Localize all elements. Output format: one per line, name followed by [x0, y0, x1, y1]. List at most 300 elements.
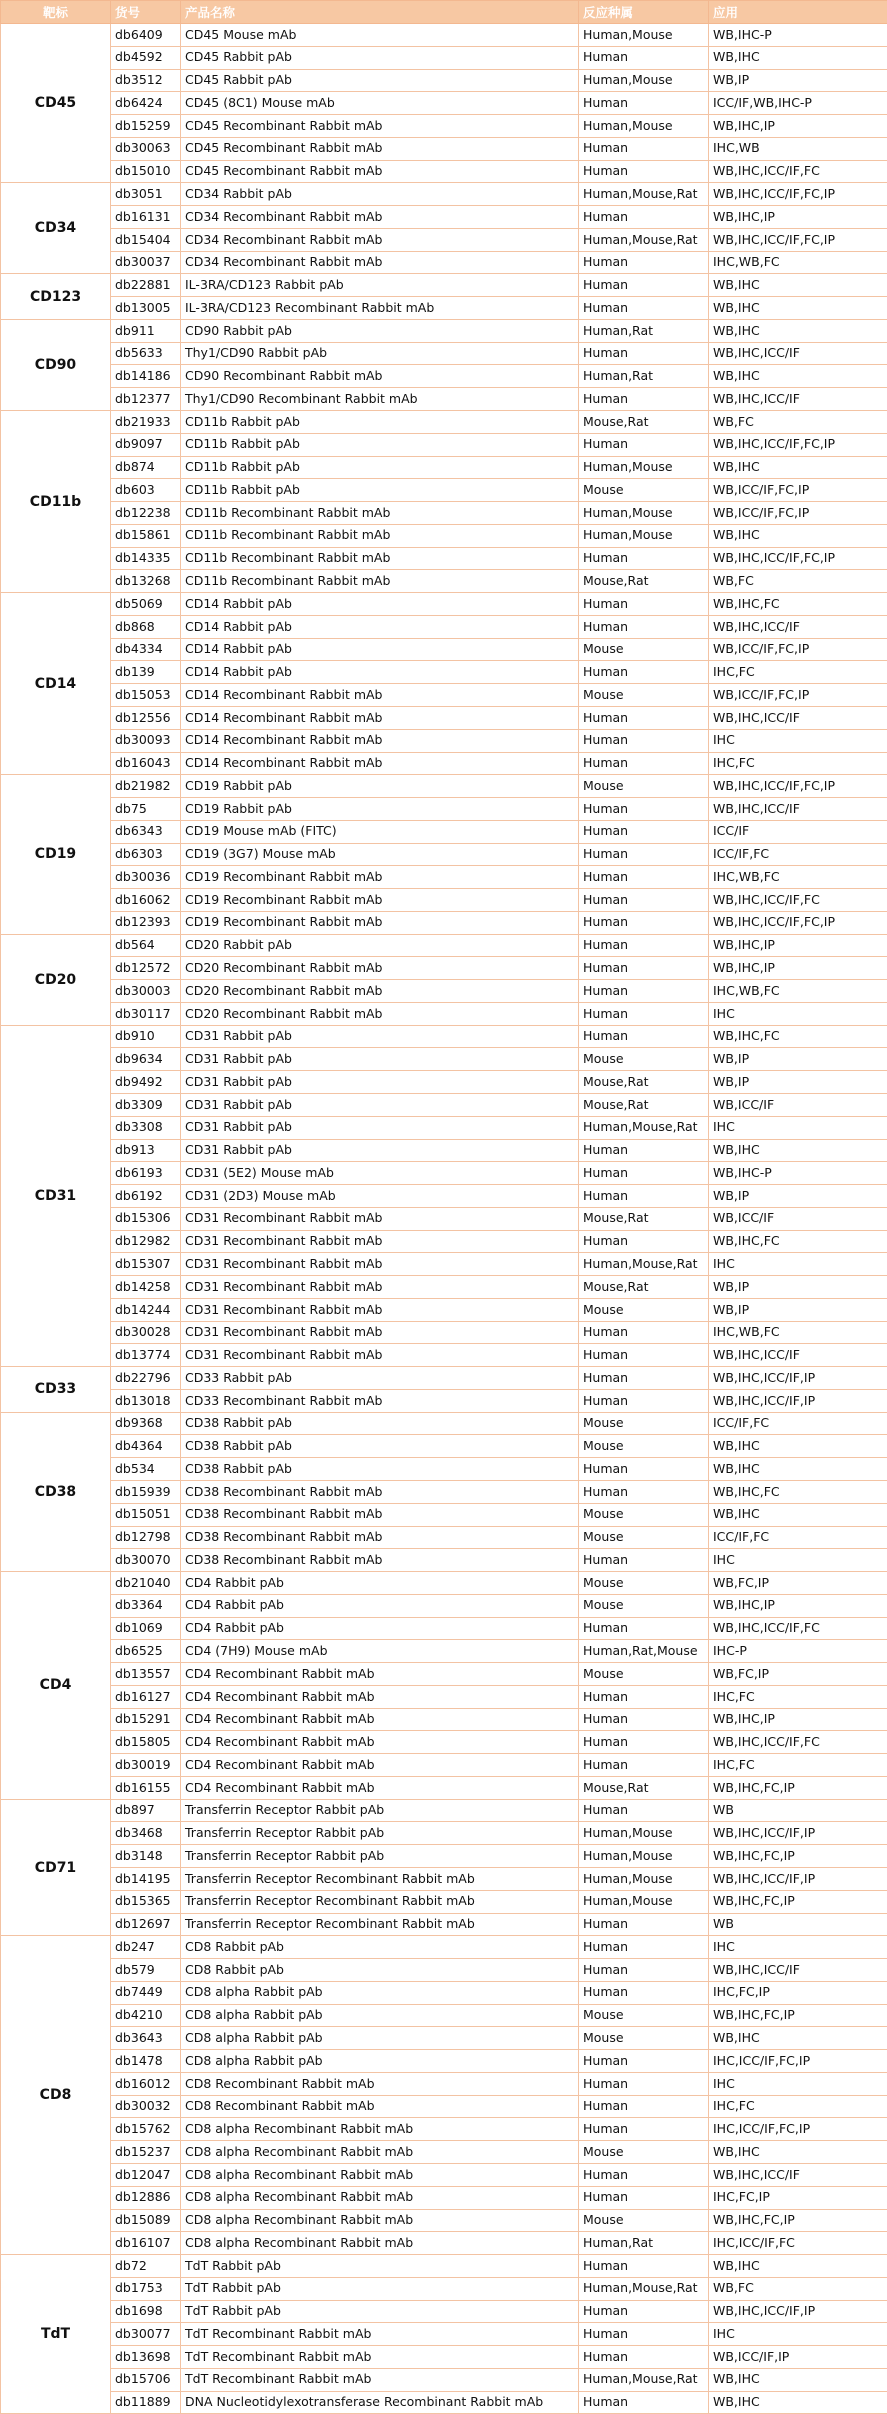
table-row	[1, 1298, 887, 1321]
reactivity-cell: Human	[579, 1959, 709, 1982]
application-cell: IHC	[709, 1936, 887, 1959]
catalog-number-cell: db14258	[111, 1276, 181, 1299]
application-cell: WB,IHC	[709, 46, 887, 69]
product-name-cell: CD11b Recombinant Rabbit mAb	[181, 524, 579, 547]
table-row	[1, 1549, 887, 1572]
reactivity-cell: Human	[579, 661, 709, 684]
table-row	[1, 752, 887, 775]
table-row	[1, 2209, 887, 2232]
table-row	[1, 1776, 887, 1799]
table-row	[1, 2095, 887, 2118]
application-cell: WB,IHC	[709, 2255, 887, 2278]
catalog-number-cell: db3308	[111, 1116, 181, 1139]
reactivity-cell: Human	[579, 889, 709, 912]
product-name-cell: CD38 Recombinant Rabbit mAb	[181, 1526, 579, 1549]
table-row	[1, 1754, 887, 1777]
catalog-number-cell: db7449	[111, 1981, 181, 2004]
application-cell: WB,IHC,FC	[709, 1025, 887, 1048]
table-row	[1, 1093, 887, 1116]
table-row	[1, 206, 887, 229]
application-cell: ICC/IF,FC	[709, 1526, 887, 1549]
product-name-cell: CD38 Rabbit pAb	[181, 1412, 579, 1435]
reactivity-cell: Mouse	[579, 684, 709, 707]
reactivity-cell: Human	[579, 2095, 709, 2118]
table-row	[1, 92, 887, 115]
reactivity-cell: Human	[579, 1708, 709, 1731]
application-cell: IHC,FC	[709, 2095, 887, 2118]
reactivity-cell: Human	[579, 388, 709, 411]
table-row	[1, 706, 887, 729]
catalog-number-cell: db21982	[111, 775, 181, 798]
product-name-cell: TdT Recombinant Rabbit mAb	[181, 2346, 579, 2369]
table-row	[1, 980, 887, 1003]
reactivity-cell: Human	[579, 1549, 709, 1572]
table-row	[1, 1253, 887, 1276]
table-row	[1, 593, 887, 616]
catalog-number-cell: db6424	[111, 92, 181, 115]
table-row	[1, 502, 887, 525]
catalog-number-cell: db16012	[111, 2072, 181, 2095]
product-name-cell: CD8 Rabbit pAb	[181, 1936, 579, 1959]
table-row	[1, 342, 887, 365]
reactivity-cell: Human	[579, 798, 709, 821]
product-name-cell: CD8 alpha Recombinant Rabbit mAb	[181, 2186, 579, 2209]
reactivity-cell: Human,Mouse	[579, 69, 709, 92]
table-row	[1, 2141, 887, 2164]
application-cell: WB,IHC,ICC/IF,FC,IP	[709, 183, 887, 206]
catalog-number-cell: db910	[111, 1025, 181, 1048]
table-row	[1, 183, 887, 206]
product-name-cell: CD4 Recombinant Rabbit mAb	[181, 1754, 579, 1777]
reactivity-cell: Human	[579, 251, 709, 274]
catalog-number-cell: db12377	[111, 388, 181, 411]
application-cell: IHC,FC	[709, 752, 887, 775]
application-cell: WB,IHC,IP	[709, 934, 887, 957]
product-name-cell: CD8 alpha Recombinant Rabbit mAb	[181, 2232, 579, 2255]
application-cell: WB,IHC	[709, 2391, 887, 2414]
catalog-number-cell: db12047	[111, 2163, 181, 2186]
catalog-number-cell: db868	[111, 615, 181, 638]
product-name-cell: CD4 Recombinant Rabbit mAb	[181, 1663, 579, 1686]
application-cell: IHC	[709, 1253, 887, 1276]
reactivity-cell: Human	[579, 1321, 709, 1344]
reactivity-cell: Human	[579, 911, 709, 934]
reactivity-cell: Mouse,Rat	[579, 1276, 709, 1299]
catalog-number-cell: db9097	[111, 433, 181, 456]
reactivity-cell: Human,Mouse	[579, 456, 709, 479]
application-cell: WB,IHC	[709, 319, 887, 342]
table-row	[1, 137, 887, 160]
catalog-number-cell: db16127	[111, 1685, 181, 1708]
reactivity-cell: Human	[579, 820, 709, 843]
application-cell: WB,IHC,FC,IP	[709, 2004, 887, 2027]
reactivity-cell: Mouse	[579, 1663, 709, 1686]
table-row	[1, 1640, 887, 1663]
catalog-number-cell: db6409	[111, 24, 181, 47]
application-cell: WB,IP	[709, 69, 887, 92]
table-row	[1, 1685, 887, 1708]
reactivity-cell: Human	[579, 2346, 709, 2369]
product-name-cell: TdT Rabbit pAb	[181, 2277, 579, 2300]
reactivity-cell: Human	[579, 1002, 709, 1025]
product-name-cell: CD19 Rabbit pAb	[181, 775, 579, 798]
table-row	[1, 1367, 887, 1390]
product-name-cell: CD31 Rabbit pAb	[181, 1071, 579, 1094]
application-cell: WB,IHC,ICC/IF,FC	[709, 1731, 887, 1754]
reactivity-cell: Human,Rat	[579, 365, 709, 388]
reactivity-cell: Human,Mouse,Rat	[579, 228, 709, 251]
table-row	[1, 1981, 887, 2004]
catalog-number-cell: db21040	[111, 1572, 181, 1595]
table-row	[1, 1230, 887, 1253]
application-cell: WB,IHC,ICC/IF	[709, 706, 887, 729]
reactivity-cell: Human	[579, 1617, 709, 1640]
product-name-cell: CD38 Rabbit pAb	[181, 1458, 579, 1481]
product-name-cell: CD45 Rabbit pAb	[181, 46, 579, 69]
catalog-number-cell: db16043	[111, 752, 181, 775]
product-name-cell: IL-3RA/CD123 Rabbit pAb	[181, 274, 579, 297]
table-row	[1, 775, 887, 798]
reactivity-cell: Mouse	[579, 775, 709, 798]
reactivity-cell: Human	[579, 843, 709, 866]
application-cell: WB	[709, 1913, 887, 1936]
table-row	[1, 274, 887, 297]
catalog-number-cell: db3051	[111, 183, 181, 206]
application-cell: IHC,WB,FC	[709, 980, 887, 1003]
reactivity-cell: Human	[579, 1139, 709, 1162]
header-catalog-number: 货号	[111, 1, 181, 24]
application-cell: WB,ICC/IF	[709, 1093, 887, 1116]
application-cell: ICC/IF	[709, 820, 887, 843]
table-row	[1, 638, 887, 661]
product-name-cell: CD8 alpha Recombinant Rabbit mAb	[181, 2118, 579, 2141]
reactivity-cell: Human	[579, 2300, 709, 2323]
table-row	[1, 2323, 887, 2346]
product-name-cell: CD14 Rabbit pAb	[181, 638, 579, 661]
reactivity-cell: Mouse	[579, 1503, 709, 1526]
table-row	[1, 2255, 887, 2278]
application-cell: IHC,ICC/IF,FC,IP	[709, 2118, 887, 2141]
product-name-cell: CD45 Rabbit pAb	[181, 69, 579, 92]
catalog-number-cell: db4364	[111, 1435, 181, 1458]
target-cell: CD8	[1, 1936, 111, 2255]
catalog-number-cell: db15051	[111, 1503, 181, 1526]
application-cell: WB,IHC,IP	[709, 1594, 887, 1617]
application-cell: WB,IHC	[709, 2027, 887, 2050]
catalog-number-cell: db75	[111, 798, 181, 821]
table-row	[1, 1002, 887, 1025]
product-name-cell: CD38 Rabbit pAb	[181, 1435, 579, 1458]
table-row	[1, 2004, 887, 2027]
application-cell: WB,IHC,ICC/IF,IP	[709, 1868, 887, 1891]
reactivity-cell: Human	[579, 2391, 709, 2414]
table-row	[1, 1116, 887, 1139]
catalog-number-cell: db1478	[111, 2050, 181, 2073]
application-cell: IHC,FC,IP	[709, 1981, 887, 2004]
catalog-number-cell: db13774	[111, 1344, 181, 1367]
header-row	[1, 1, 887, 24]
application-cell: WB,FC	[709, 570, 887, 593]
table-row	[1, 1139, 887, 1162]
product-name-cell: CD45 Recombinant Rabbit mAb	[181, 115, 579, 138]
catalog-number-cell: db30003	[111, 980, 181, 1003]
application-cell: WB,IP	[709, 1298, 887, 1321]
reactivity-cell: Human	[579, 1458, 709, 1481]
catalog-number-cell: db579	[111, 1959, 181, 1982]
target-cell: CD4	[1, 1572, 111, 1800]
product-name-cell: CD8 alpha Recombinant Rabbit mAb	[181, 2209, 579, 2232]
header-product-name: 产品名称	[181, 1, 579, 24]
reactivity-cell: Mouse	[579, 1572, 709, 1595]
table-row	[1, 1799, 887, 1822]
product-name-cell: CD90 Recombinant Rabbit mAb	[181, 365, 579, 388]
header-reactivity: 反应种属	[579, 1, 709, 24]
table-row	[1, 1162, 887, 1185]
reactivity-cell: Human	[579, 1913, 709, 1936]
table-row	[1, 2163, 887, 2186]
target-cell: CD34	[1, 183, 111, 274]
product-name-cell: CD31 Rabbit pAb	[181, 1048, 579, 1071]
application-cell: WB,IHC,IP	[709, 206, 887, 229]
product-name-cell: CD31 Rabbit pAb	[181, 1025, 579, 1048]
table-row	[1, 2277, 887, 2300]
application-cell: ICC/IF,WB,IHC-P	[709, 92, 887, 115]
application-cell: IHC,WB,FC	[709, 1321, 887, 1344]
product-name-cell: TdT Rabbit pAb	[181, 2255, 579, 2278]
reactivity-cell: Human,Mouse,Rat	[579, 2277, 709, 2300]
product-name-cell: CD19 (3G7) Mouse mAb	[181, 843, 579, 866]
catalog-number-cell: db30077	[111, 2323, 181, 2346]
table-row	[1, 46, 887, 69]
catalog-number-cell: db1698	[111, 2300, 181, 2323]
reactivity-cell: Human	[579, 866, 709, 889]
target-cell: CD123	[1, 274, 111, 320]
application-cell: WB,IHC,ICC/IF	[709, 342, 887, 365]
product-name-cell: CD20 Recombinant Rabbit mAb	[181, 957, 579, 980]
product-name-cell: Transferrin Receptor Rabbit pAb	[181, 1822, 579, 1845]
table-row	[1, 365, 887, 388]
catalog-number-cell: db4592	[111, 46, 181, 69]
product-name-cell: CD31 (5E2) Mouse mAb	[181, 1162, 579, 1185]
target-cell: CD71	[1, 1799, 111, 1936]
table-row	[1, 1503, 887, 1526]
application-cell: WB,IHC,FC,IP	[709, 1776, 887, 1799]
table-row	[1, 684, 887, 707]
table-row	[1, 1185, 887, 1208]
application-cell: WB,IP	[709, 1071, 887, 1094]
reactivity-cell: Human	[579, 2186, 709, 2209]
application-cell: WB,IHC,IP	[709, 115, 887, 138]
product-name-cell: CD11b Rabbit pAb	[181, 411, 579, 434]
product-name-cell: CD20 Recombinant Rabbit mAb	[181, 1002, 579, 1025]
application-cell: WB,IHC,ICC/IF,FC,IP	[709, 228, 887, 251]
product-name-cell: CD34 Recombinant Rabbit mAb	[181, 206, 579, 229]
product-name-cell: CD31 Recombinant Rabbit mAb	[181, 1276, 579, 1299]
application-cell: IHC,WB,FC	[709, 251, 887, 274]
reactivity-cell: Human	[579, 934, 709, 957]
reactivity-cell: Human,Mouse	[579, 502, 709, 525]
reactivity-cell: Human	[579, 706, 709, 729]
application-cell: WB,IHC,IP	[709, 957, 887, 980]
reactivity-cell: Mouse	[579, 2209, 709, 2232]
application-cell: WB,FC,IP	[709, 1663, 887, 1686]
table-row	[1, 615, 887, 638]
product-name-cell: CD19 Mouse mAb (FITC)	[181, 820, 579, 843]
table-row	[1, 524, 887, 547]
catalog-number-cell: db4334	[111, 638, 181, 661]
catalog-number-cell: db911	[111, 319, 181, 342]
catalog-number-cell: db14195	[111, 1868, 181, 1891]
catalog-number-cell: db30070	[111, 1549, 181, 1572]
table-row	[1, 1389, 887, 1412]
reactivity-cell: Human,Rat,Mouse	[579, 1640, 709, 1663]
table-row	[1, 69, 887, 92]
product-name-cell: CD34 Rabbit pAb	[181, 183, 579, 206]
application-cell: WB,IHC,ICC/IF	[709, 388, 887, 411]
reactivity-cell: Human	[579, 2050, 709, 2073]
catalog-number-cell: db5633	[111, 342, 181, 365]
application-cell: IHC	[709, 1002, 887, 1025]
product-name-cell: CD11b Rabbit pAb	[181, 456, 579, 479]
catalog-number-cell: db30028	[111, 1321, 181, 1344]
application-cell: WB,IHC,ICC/IF	[709, 1344, 887, 1367]
product-name-cell: CD8 alpha Rabbit pAb	[181, 2050, 579, 2073]
reactivity-cell: Human	[579, 2118, 709, 2141]
product-name-cell: CD8 alpha Recombinant Rabbit mAb	[181, 2141, 579, 2164]
application-cell: WB,IHC,ICC/IF,IP	[709, 1389, 887, 1412]
product-name-cell: Thy1/CD90 Recombinant Rabbit mAb	[181, 388, 579, 411]
catalog-number-cell: db564	[111, 934, 181, 957]
reactivity-cell: Human	[579, 1367, 709, 1390]
application-cell: WB,IHC	[709, 2368, 887, 2391]
product-name-cell: CD8 alpha Rabbit pAb	[181, 2004, 579, 2027]
product-name-cell: CD14 Recombinant Rabbit mAb	[181, 729, 579, 752]
product-name-cell: CD14 Rabbit pAb	[181, 593, 579, 616]
application-cell: WB,IHC	[709, 1503, 887, 1526]
target-cell: TdT	[1, 2255, 111, 2414]
product-name-cell: CD11b Recombinant Rabbit mAb	[181, 570, 579, 593]
reactivity-cell: Human	[579, 2072, 709, 2095]
application-cell: WB,IHC,ICC/IF,FC,IP	[709, 775, 887, 798]
reactivity-cell: Mouse,Rat	[579, 1093, 709, 1116]
table-row	[1, 1025, 887, 1048]
target-cell: CD19	[1, 775, 111, 934]
catalog-number-cell: db12572	[111, 957, 181, 980]
product-name-cell: CD14 Recombinant Rabbit mAb	[181, 706, 579, 729]
application-cell: IHC	[709, 729, 887, 752]
reactivity-cell: Human	[579, 1685, 709, 1708]
table-row	[1, 1526, 887, 1549]
table-row	[1, 1344, 887, 1367]
catalog-number-cell: db1753	[111, 2277, 181, 2300]
application-cell: WB,ICC/IF,FC,IP	[709, 479, 887, 502]
product-name-cell: CD4 (7H9) Mouse mAb	[181, 1640, 579, 1663]
application-cell: WB,IHC,ICC/IF,IP	[709, 1822, 887, 1845]
catalog-number-cell: db16062	[111, 889, 181, 912]
product-name-cell: CD31 (2D3) Mouse mAb	[181, 1185, 579, 1208]
product-name-cell: CD14 Rabbit pAb	[181, 615, 579, 638]
catalog-number-cell: db603	[111, 479, 181, 502]
product-name-cell: CD38 Recombinant Rabbit mAb	[181, 1503, 579, 1526]
reactivity-cell: Human	[579, 615, 709, 638]
application-cell: WB,IP	[709, 1276, 887, 1299]
product-name-cell: TdT Rabbit pAb	[181, 2300, 579, 2323]
table-row	[1, 297, 887, 320]
catalog-number-cell: db14335	[111, 547, 181, 570]
reactivity-cell: Human	[579, 593, 709, 616]
application-cell: WB,IHC,ICC/IF	[709, 2163, 887, 2186]
catalog-number-cell: db9368	[111, 1412, 181, 1435]
catalog-number-cell: db139	[111, 661, 181, 684]
catalog-number-cell: db15053	[111, 684, 181, 707]
table-row	[1, 319, 887, 342]
reactivity-cell: Human	[579, 1025, 709, 1048]
table-row	[1, 1594, 887, 1617]
application-cell: WB,ICC/IF,IP	[709, 2346, 887, 2369]
table-row	[1, 1913, 887, 1936]
application-cell: WB,IP	[709, 1185, 887, 1208]
table-row	[1, 866, 887, 889]
catalog-number-cell: db12556	[111, 706, 181, 729]
product-name-cell: CD19 Rabbit pAb	[181, 798, 579, 821]
catalog-number-cell: db3512	[111, 69, 181, 92]
product-name-cell: Transferrin Receptor Recombinant Rabbit mAb	[181, 1913, 579, 1936]
catalog-number-cell: db22796	[111, 1367, 181, 1390]
reactivity-cell: Mouse	[579, 638, 709, 661]
reactivity-cell: Human,Mouse	[579, 24, 709, 47]
table-row	[1, 729, 887, 752]
table-row	[1, 1207, 887, 1230]
product-name-cell: CD31 Rabbit pAb	[181, 1139, 579, 1162]
reactivity-cell: Human,Mouse	[579, 524, 709, 547]
catalog-number-cell: db12697	[111, 1913, 181, 1936]
catalog-number-cell: db22881	[111, 274, 181, 297]
reactivity-cell: Human	[579, 1389, 709, 1412]
target-cell: CD90	[1, 319, 111, 410]
reactivity-cell: Human	[579, 342, 709, 365]
product-name-cell: CD45 (8C1) Mouse mAb	[181, 92, 579, 115]
application-cell: WB,IHC,ICC/IF,FC	[709, 889, 887, 912]
table-row	[1, 798, 887, 821]
application-cell: WB,IHC-P	[709, 1162, 887, 1185]
reactivity-cell: Human	[579, 1185, 709, 1208]
application-cell: WB,IHC,ICC/IF,FC	[709, 1617, 887, 1640]
application-cell: IHC-P	[709, 1640, 887, 1663]
reactivity-cell: Mouse,Rat	[579, 1776, 709, 1799]
catalog-number-cell: db13018	[111, 1389, 181, 1412]
catalog-number-cell: db12393	[111, 911, 181, 934]
catalog-number-cell: db3364	[111, 1594, 181, 1617]
catalog-number-cell: db21933	[111, 411, 181, 434]
product-name-cell: CD4 Rabbit pAb	[181, 1594, 579, 1617]
application-cell: ICC/IF,FC	[709, 843, 887, 866]
reactivity-cell: Human	[579, 1754, 709, 1777]
application-cell: IHC,FC	[709, 661, 887, 684]
table-row	[1, 115, 887, 138]
product-name-cell: CD11b Rabbit pAb	[181, 479, 579, 502]
reactivity-cell: Human	[579, 729, 709, 752]
table-row	[1, 228, 887, 251]
application-cell: WB,IHC,ICC/IF,FC,IP	[709, 911, 887, 934]
catalog-number-cell: db15306	[111, 1207, 181, 1230]
application-cell: WB,IHC	[709, 524, 887, 547]
application-cell: WB,IHC,ICC/IF,IP	[709, 1367, 887, 1390]
application-cell: IHC,FC	[709, 1685, 887, 1708]
reactivity-cell: Human	[579, 1162, 709, 1185]
table-row	[1, 1071, 887, 1094]
catalog-number-cell: db4210	[111, 2004, 181, 2027]
application-cell: WB,ICC/IF,FC,IP	[709, 502, 887, 525]
